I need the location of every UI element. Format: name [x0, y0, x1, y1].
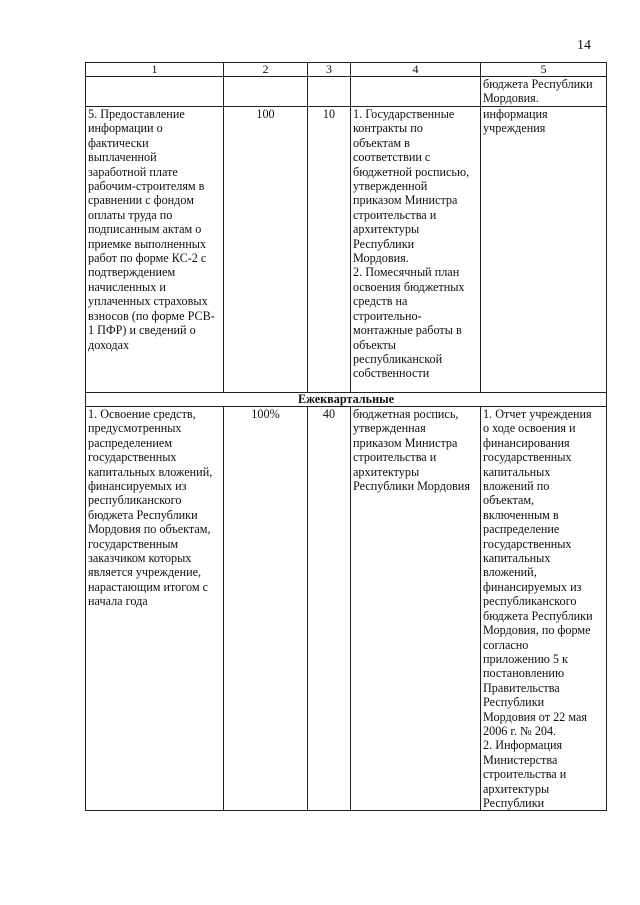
table-cell: бюджета Республики Мордовия. — [481, 77, 607, 107]
table-cell: 10 — [308, 107, 351, 393]
section-header-row — [86, 393, 607, 407]
column-header: 1 — [86, 63, 224, 77]
column-header: 3 — [308, 63, 351, 77]
table-cell — [351, 77, 481, 107]
column-header: 5 — [481, 63, 607, 77]
table-header-row — [86, 63, 607, 77]
table-cell: 1. Отчет учреждения о ходе освоения и финансирования государственных капитальных вложений по объектам, включенным в распределение государственных капитальных вложений, финансируемых из республиканского бюджета Республики Мордовия, по форме согласно приложению 5 к постановлению Правительства Республики Мордовия от 22 мая 2006 г. № 204. 2. Информация Министерства строительства и архитектуры Республики — [481, 407, 607, 811]
table-cell: 100% — [224, 407, 308, 811]
table-row — [86, 107, 607, 393]
table-row — [86, 77, 607, 107]
table-cell: 1. Государственные контракты по объектам в соответствии с бюджетной росписью, утвержденной приказом Министра строительства и архитектуры Республики Мордовия. 2. Помесячный план освоения бюджетных средств на строительно- монтажные работы в объекты республиканской собственности — [351, 107, 481, 393]
table-cell — [308, 77, 351, 107]
table-cell: 100 — [224, 107, 308, 393]
table-cell — [86, 77, 224, 107]
table-cell: 5. Предоставление информации о фактически выплаченной заработной плате рабочим-строителям в сравнении с фондом оплаты труда по подписанным актам о приемке выполненных работ по форме КС-2 с подтверждением начисленных и уплаченных страховых взносов (по форме РСВ- 1 ПФР) и сведений о доходах — [86, 107, 224, 393]
column-header: 2 — [224, 63, 308, 77]
page-number: 14 — [577, 38, 591, 53]
table-cell: бюджетная роспись, утвержденная приказом Министра строительства и архитектуры Республики Мордовия — [351, 407, 481, 811]
table-cell: 40 — [308, 407, 351, 811]
table-row — [86, 407, 607, 811]
table-cell: 1. Освоение средств, предусмотренных распределением государственных капитальных вложений, финансируемых из республиканского бюджета Республики Мордовия по объектам, государственным заказчиком которых является учреждение, нарастающим итогом с начала года — [86, 407, 224, 811]
table-cell: информация учреждения — [481, 107, 607, 393]
report-table — [85, 62, 607, 811]
section-title: Ежеквартальные — [86, 393, 607, 407]
column-header: 4 — [351, 63, 481, 77]
table-cell — [224, 77, 308, 107]
